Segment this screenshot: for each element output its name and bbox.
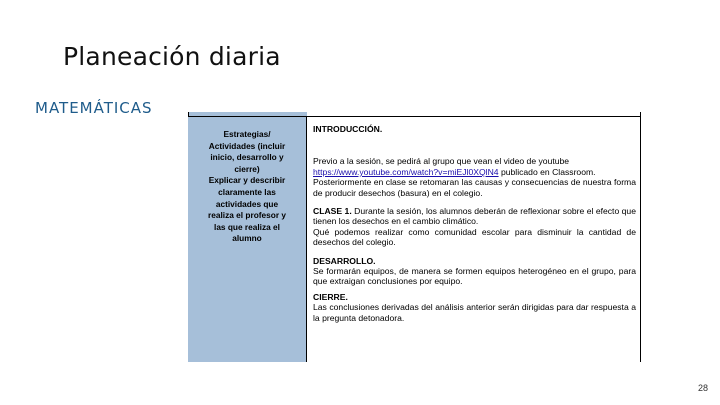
development-heading: DESARROLLO. xyxy=(313,255,376,266)
class1-paragraph: CLASE 1. Durante la sesión, los alumnos deberán de reflexionar sobre el efecto que tienen los desechos en el cambio climático. xyxy=(313,206,636,227)
activities-cell xyxy=(307,117,641,363)
slide-title: Planeación diaria xyxy=(63,42,281,71)
intro-heading: INTRODUCCIÓN. xyxy=(313,124,383,134)
youtube-link[interactable]: https://www.youtube.com/watch?v=miEJl0XQlN4 xyxy=(313,166,499,177)
development-paragraph: Se formarán equipos, de manera se formen equipos heterogéneo en el grupo, para que extraigan conclusiones por equipo. xyxy=(313,266,636,287)
intro-paragraph: Previo a la sesión, se pedirá al grupo que vean el video de youtube https://www.youtube.com/watch?v=miEJl0XQlN4 publicado en Classroom. xyxy=(313,156,596,177)
closing-heading: CIERRE. xyxy=(313,291,348,302)
class1-heading: CLASE 1. xyxy=(313,206,352,217)
page-number: 28 xyxy=(697,383,708,393)
subject-label: MATEMÁTICAS xyxy=(35,99,153,117)
intro-followup: Posteriormente en clase se retomaran las causas y consecuencias de nuestra forma de producir desechos (basura) en el colegio. xyxy=(313,177,636,198)
planning-table xyxy=(188,116,641,362)
strategies-label: Estrategias/ Actividades (incluir inicio, desarrollo y cierre) Explicar y describir claramente las actividades que realiza el profesor y las que realiza el alumno xyxy=(208,129,286,244)
class1-question: Qué podemos realizar como comunidad escolar para disminuir la cantidad de desechos del colegio. xyxy=(313,226,636,248)
closing-paragraph: Las conclusiones derivadas del análisis anterior serán dirigidas para dar respuesta a la pregunta detonadora. xyxy=(313,302,636,323)
strategies-cell xyxy=(188,117,307,363)
